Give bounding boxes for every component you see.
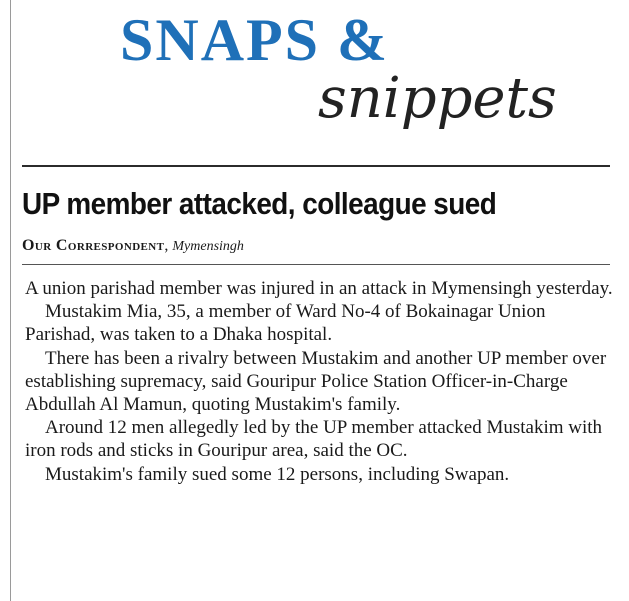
article-headline: UP member attacked, colleague sued bbox=[22, 186, 497, 221]
masthead-subtitle: snippets bbox=[318, 66, 557, 131]
article-paragraph: Mustakim Mia, 35, a member of Ward No-4 of Bokainagar Union Parishad, was taken to a Dhaka hospital. bbox=[25, 301, 546, 346]
byline-name: Our Correspondent bbox=[22, 237, 165, 254]
masthead-rule bbox=[22, 165, 610, 167]
article-body bbox=[25, 277, 615, 486]
byline-separator: , bbox=[164, 237, 169, 254]
byline bbox=[22, 236, 244, 257]
article-paragraph: Around 12 men allegedly led by the UP member attacked Mustakim with iron rods and sticks in Gouripur area, said the OC. bbox=[25, 417, 603, 462]
byline-location: Mymensingh bbox=[172, 239, 244, 254]
article-paragraph: A union parishad member was injured in an attack in Mymensingh yesterday. bbox=[25, 278, 613, 299]
masthead-title: SNAPS & bbox=[120, 7, 390, 73]
article-paragraph: Mustakim's family sued some 12 persons, including Swapan. bbox=[45, 463, 510, 485]
section-masthead bbox=[0, 0, 629, 150]
article-paragraph: There has been a rivalry between Mustakim and another UP member over establishing supremacy, said Gouripur Police Station Officer-in-Charge Abdullah Al Mamun, quoting Mustakim's family. bbox=[25, 347, 607, 416]
byline-rule bbox=[22, 264, 610, 265]
